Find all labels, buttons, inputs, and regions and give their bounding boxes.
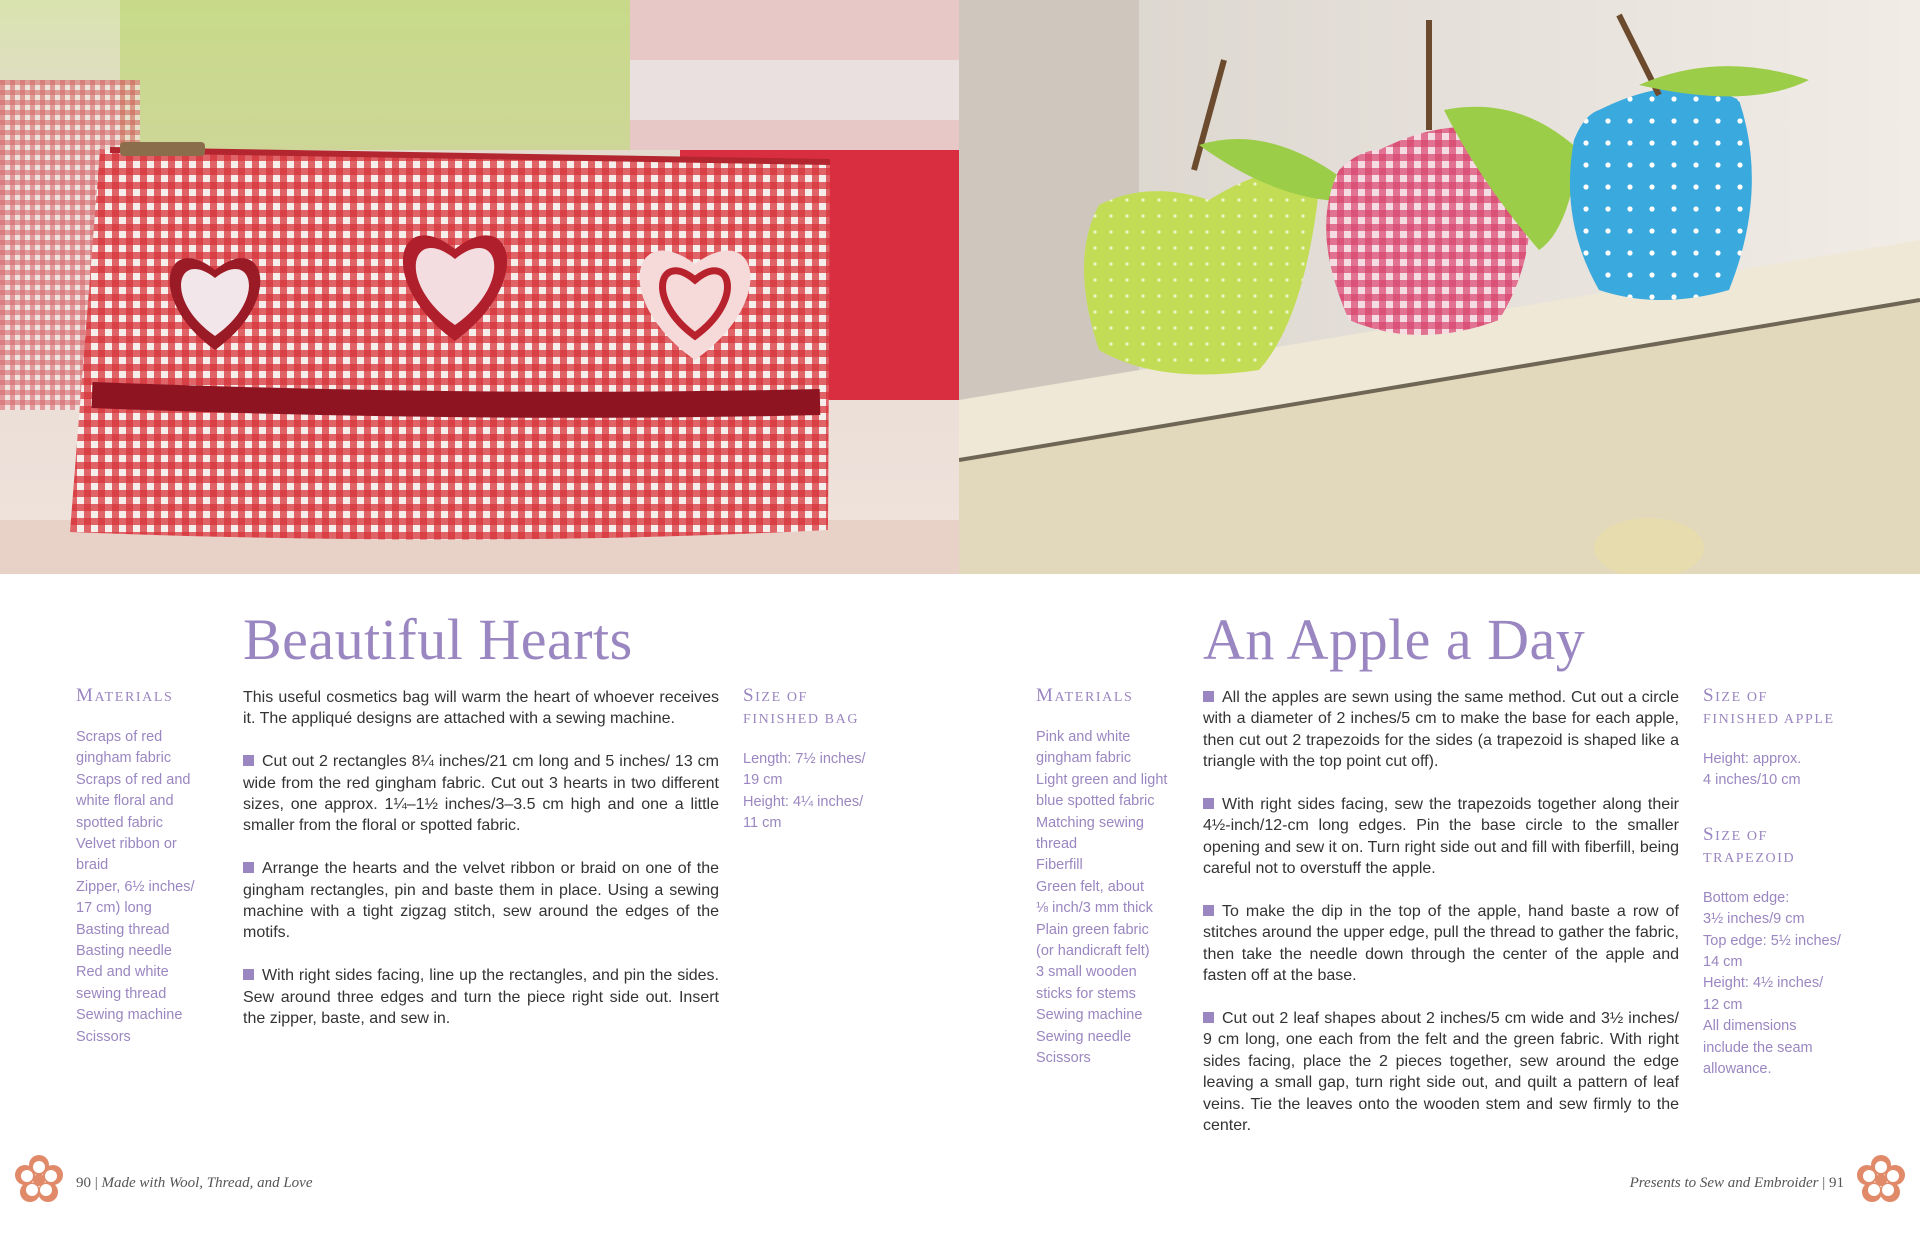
material-item: Zipper, 6½ inches/ [76,878,195,895]
material-item: blue spotted fabric [1036,793,1155,810]
size-finished-bag-values: Length: 7½ inches/ 19 cm Height: 4¼ inches/ 11 cm [743,751,866,832]
material-item: ⅛ inch/3 mm thick [1036,900,1153,917]
material-item: Scissors [1036,1050,1091,1067]
right-materials-sidebar [1036,685,1186,1070]
intro-paragraph: This useful cosmetics bag will warm the heart of whoever receives it. The appliqué designs are attached with a sewing machine. [243,689,719,728]
material-item: Basting needle [76,943,172,960]
photo-fabric-apples [959,0,1920,574]
right-book-title: Presents to Sew and Embroider [1629,1175,1819,1191]
size-trapezoid-heading: SIZE OF TRAPEZOID [1703,823,1796,866]
bullet-square-icon [1203,905,1214,916]
size-finished-apple-heading: SIZE OF FINISHED APPLE [1703,685,1835,727]
material-item: spotted fabric [76,814,164,831]
material-item: Scissors [76,1028,131,1045]
material-item: 3 small wooden [1036,964,1137,981]
step-paragraph: Cut out 2 leaf shapes about 2 inches/5 cm wide and 3½ inches/ 9 cm long, one each from the felt and the green fabric. With right sides facing, place the 2 pieces together, sew around the edge leaving a small gap, turn right side out, and quilt a pattern of leaf veins. Tie the leaves onto the wooden stem and sew firmly to the center. [1203,1010,1679,1135]
left-materials-list [76,727,226,1048]
left-materials-heading: MATERIALS [76,685,174,706]
material-item: braid [76,857,109,874]
material-item: Matching sewing [1036,814,1144,831]
material-item: Scraps of red and [76,771,191,788]
material-item: Scraps of red [76,729,163,745]
photo-cosmetics-bag [0,0,959,574]
left-size-sidebar [743,685,893,835]
right-page-number: 91 [1829,1175,1844,1191]
right-size-sidebar [1703,685,1883,1080]
material-item: thread [1036,836,1078,853]
step-paragraph: Cut out 2 rectangles 8¼ inches/21 cm long and 5 inches/ 13 cm wide from the red gingham fabric. Cut out 3 hearts in two different sizes, one approx. 1¼–1½ inches/3–3.5 cm high and one a little smaller from the floral or spotted fabric. [243,753,719,835]
material-item: Fiberfill [1036,857,1083,874]
bullet-square-icon [1203,1012,1214,1023]
bullet-square-icon [243,969,254,980]
material-item: Light green and light [1036,771,1168,788]
step-paragraph: All the apples are sewn using the same method. Cut out a circle with a diameter of 2 inches/5 cm to make the base for each apple, then cut out 2 trapezoids for the sides (a trapezoid is shaped like a triangle with the top point cut off). [1203,689,1679,771]
right-materials-list [1036,727,1186,1070]
cosmetics-bag-illustration [0,0,959,574]
material-item: Sewing machine [1036,1007,1143,1024]
material-item: Pink and white [1036,729,1131,745]
fabric-apples-illustration [959,0,1920,574]
step-paragraph: Arrange the hearts and the velvet ribbon or braid on one of the gingham rectangles, pin and baste them in place. Using a sewing machine with a tight zigzag stitch, sew around the edges of the motifs. [243,860,719,942]
material-item: sewing thread [76,985,167,1002]
size-trapezoid-values: Bottom edge: 3½ inches/9 cm Top edge: 5½ inches/ 14 cm Height: 4½ inches/ 12 cm All dimensions include the seam allowance. [1703,889,1841,1078]
left-materials-sidebar [76,685,226,1048]
left-instructions [243,687,719,1051]
material-item: Velvet ribbon or [76,836,177,853]
material-item: Green felt, about [1036,878,1145,895]
material-item: (or handicraft felt) [1036,943,1150,960]
material-item: gingham fabric [1036,750,1132,767]
left-footer: 90 | Made with Wool, Thread, and Love [76,1175,313,1191]
material-item: Plain green fabric [1036,921,1149,938]
step-paragraph: With right sides facing, line up the rectangles, and pin the sides. Sew around three edges and turn the piece right side out. Insert the zipper, baste, and sew in. [243,967,719,1028]
left-page-number: 90 [76,1175,91,1191]
material-item: 17 cm) long [76,900,152,917]
bullet-square-icon [243,862,254,873]
flower-ornament-icon [1856,1155,1906,1205]
material-item: sticks for stems [1036,985,1136,1002]
step-paragraph: To make the dip in the top of the apple, hand baste a row of stitches around the upper edge, pull the thread to gather the fabric, then take the needle down through the center of the apple and fasten off at the base. [1203,903,1679,985]
bullet-square-icon [243,755,254,766]
right-materials-heading: MATERIALS [1036,685,1134,706]
material-item: Sewing machine [76,1007,183,1024]
bullet-square-icon [1203,798,1214,809]
left-book-title: Made with Wool, Thread, and Love [101,1175,313,1191]
step-paragraph: With right sides facing, sew the trapezoids together along their 4½-inch/12-cm long edges. Pin the base circle to the smaller opening and sew it on. Turn right side out and fill with fiberfill, being careful not to overstuff the apple. [1203,796,1679,878]
right-instructions [1203,687,1679,1158]
flower-ornament-icon [14,1155,64,1205]
size-finished-bag-heading: SIZE OF FINISHED BAG [743,685,860,727]
left-page-title: Beautiful Hearts [243,607,633,672]
bullet-square-icon [1203,691,1214,702]
right-page-title: An Apple a Day [1203,607,1586,672]
material-item: Basting thread [76,921,170,938]
material-item: Red and white [76,964,169,981]
size-finished-apple-values: Height: approx. 4 inches/10 cm [1703,751,1802,789]
material-item: Sewing needle [1036,1028,1132,1045]
material-item: white floral and [76,793,174,810]
material-item: gingham fabric [76,750,172,767]
right-footer: Presents to Sew and Embroider | 91 [1629,1175,1844,1191]
